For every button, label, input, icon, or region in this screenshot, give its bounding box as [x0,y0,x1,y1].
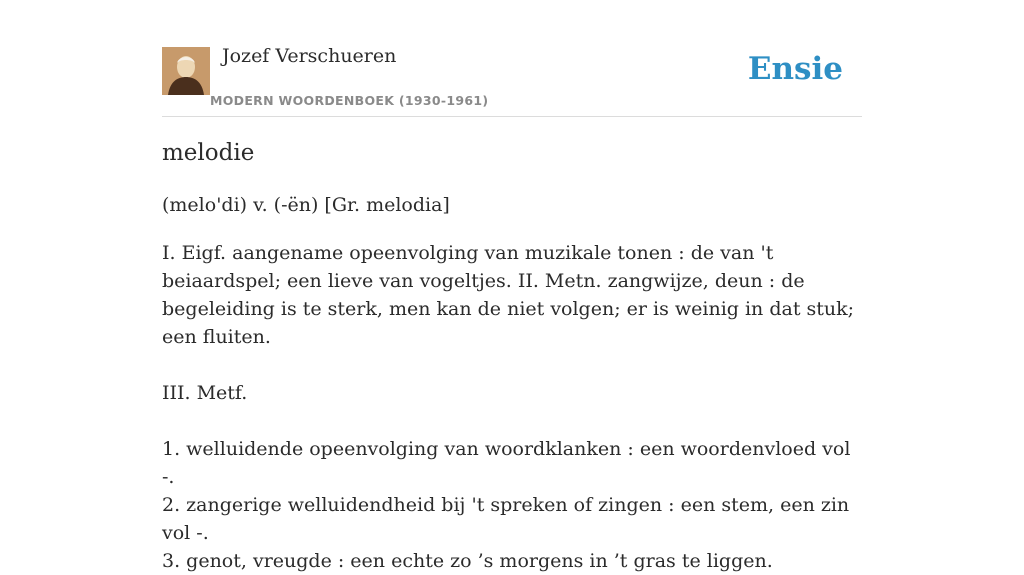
paragraph-spacer [162,351,867,379]
entry-pronunciation: (melo'di) v. (-ën) [Gr. melodia] [162,194,450,216]
section-heading: III. Metf. [162,382,248,404]
entry-body [162,239,867,575]
source-label[interactable]: MODERN WOORDENBOEK (1930-1961) [210,93,489,108]
definition-item: 2. zangerige welluidendheid bij 't spreken of zingen : een stem, een zin vol -. [162,494,850,544]
definition-item: 1. welluidende opeenvolging van woordklanken : een woordenvloed vol -. [162,438,851,488]
author-avatar[interactable] [162,47,210,95]
header [162,0,862,117]
entry-title: melodie [162,140,255,166]
definition-item: 3. genot, vreugde : een echte zo ’s morgens in ’t gras te liggen. [162,550,773,572]
portrait-icon [162,47,210,95]
author-name[interactable]: Jozef Verschueren [222,45,397,67]
brand-logo[interactable]: Ensie [747,51,843,87]
paragraph-spacer [162,407,867,435]
definition-paragraph: I. Eigf. aangename opeenvolging van muzikale tonen : de van 't beiaardspel; een lieve van vogeltjes. II. Metn. zangwijze, deun : de begeleiding is te sterk, men kan de niet volgen; er is weinig in dat stuk; een fluiten. [162,242,855,348]
